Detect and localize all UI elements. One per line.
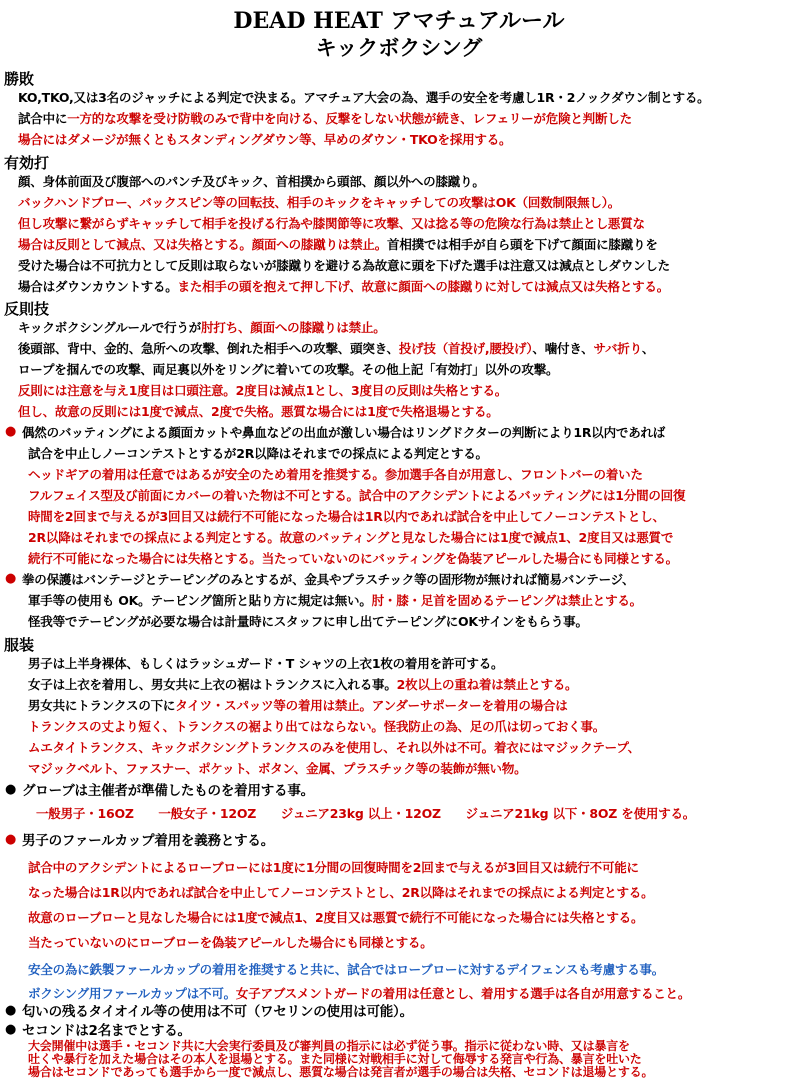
page-title: DEAD HEAT アマチュアルール <box>233 8 565 34</box>
second-line-2: 吐くや暴行を加えた場合はその本人を退場とする。また同様に対戦相手に対して侮辱する発言や行為、暴言を吐いた <box>28 1052 642 1066</box>
glove-line: グローブは主催者が準備したものを着用する事。 <box>22 783 314 799</box>
bullet-icon: ● <box>5 782 17 797</box>
foul-line-2: 後頭部、背中、金的、急所への攻撃、倒れた相手への攻撃、頭突き、投げ技（首投げ,腰投げ）、噛付き、サバ折り、 <box>18 341 655 356</box>
wear-line-1: 男子は上半身裸体、もしくはラッシュガード・T シャツの上衣1枚の着用を許可する。 <box>28 656 504 671</box>
valid-line-5: 受けた場合は不可抗力として反則は取らないが膝蹴りを避ける為故意に頭を下げた選手は注意又は減点としダウンした <box>18 258 670 273</box>
foul-bullet2-line-1: 拳の保護はバンテージとテーピングのみとするが、金具やプラスチック等の固形物が無ければ簡易バンテージ、 <box>22 572 635 587</box>
bullet-icon: ● <box>5 424 17 439</box>
valid-line-4: 場合は反則として減点、又は失格とする。顔面への膝蹴りは禁止。首相撲では相手が自ら頭を下げて顔面に膝蹴りを <box>18 237 658 252</box>
section-heading-wear: 服装 <box>4 636 35 654</box>
bullet-icon: ● <box>5 1003 17 1018</box>
valid-line-2: バックハンドブロー、バックスピン等の回転技、相手のキックをキャッチしての攻撃はOK（回数制限無し）。 <box>18 195 621 210</box>
foul-line-3: ロープを掴んでの攻撃、両足裏以外をリングに着いての攻撃。その他上記「有効打」以外の攻撃。 <box>18 362 559 377</box>
cup-line-3: 故意のローブローと見なした場合には1度で減点1、2度目又は悪質で続行不可能になった場合には失格とする。 <box>28 910 644 925</box>
bullet-icon: ● <box>5 832 17 847</box>
wear-line-3: 男女共にトランクスの下にタイツ・スパッツ等の着用は禁止。アンダーサポーターを着用の場合は <box>28 698 568 713</box>
second-line: セコンドは2名までとする。 <box>22 1023 191 1039</box>
win-line-1: KO,TKO,又は3名のジャッチによる判定で決まる。アマチュア大会の為、選手の安全を考慮し1R・2ノックダウン制とする。 <box>18 90 710 105</box>
second-line-3: 場合はセコンドであっても選手から一度で減点し、悪質な場合は発言者が選手の場合は失格、セコンドは退場とする。 <box>28 1065 654 1079</box>
page-subtitle: キックボクシング <box>315 36 483 60</box>
foul-line-1: キックボクシングルールで行うが肘打ち、顔面への膝蹴りは禁止。 <box>18 320 386 335</box>
cup-line-5: 安全の為に鉄製ファールカップの着用を推奨すると共に、試合ではローブローに対するデイフェンスも考慮する事。 <box>28 962 665 977</box>
foul-bullet1-line-6: 2R以降はそれまでの採点による判定とする。故意のバッティングと見なした場合には1度で減点1、2度目又は悪質で <box>28 530 674 545</box>
foul-bullet2-line-3: 怪我等でテーピングが必要な場合は計量時にスタッフに申し出てテーピングにOKサインをもらう事。 <box>28 614 588 629</box>
foul-bullet1-line-5: 時間を2回まで与えるが3回目又は続行不可能になった場合は1R以内であれば試合を中止してノーコンテストとし、 <box>28 509 665 524</box>
foul-line-4: 反則には注意を与え1度目は口頭注意。2度目は減点1とし、3度目の反則は失格とする。 <box>18 383 508 398</box>
second-line-1: 大会開催中は選手・セコンド共に大会実行委員及び審判員の指示には必ず従う事。指示に従わない時、又は暴言を <box>28 1039 630 1053</box>
foul-bullet2-line-2: 軍手等の使用も OK。テーピング箇所と貼り方に規定は無い。肘・膝・足首を固めるテーピングは禁止とする。 <box>28 593 642 608</box>
wear-line-6: マジックベルト、ファスナー、ポケット、ボタン、金属、プラスチック等の装飾が無い物。 <box>28 761 527 776</box>
section-heading-win: 勝敗 <box>4 70 35 88</box>
cup-line-1: 試合中のアクシデントによるローブローには1度に1分間の回復時間を2回まで与えるが3回目又は続行不可能に <box>28 860 639 875</box>
section-heading-valid: 有効打 <box>4 154 50 172</box>
valid-line-6: 場合はダウンカウントする。また相手の頭を抱えて押し下げ、故意に顔面への膝蹴りに対しては減点又は失格とする。 <box>18 279 670 294</box>
wear-line-2: 女子は上衣を着用し、男女共に上衣の裾はトランクスに入れる事。2枚以上の重ね着は禁止とする。 <box>28 677 578 692</box>
foul-bullet1-line-3: ヘッドギアの着用は任意ではあるが安全のため着用を推奨する。参加選手各自が用意し、フロントバーの着いた <box>28 467 643 482</box>
cup-line-4: 当たっていないのにローブローを偽装アピールした場合にも同様とする。 <box>28 935 433 950</box>
bullet-icon: ● <box>5 1022 17 1037</box>
foul-bullet1-line-7: 続行不可能になった場合には失格とする。当たっていないのにバッティングを偽装アピールした場合にも同様とする。 <box>28 551 678 566</box>
foul-bullet1-line-2: 試合を中止しノーコンテストとするが2R以降はそれまでの採点による判定とする。 <box>28 446 488 461</box>
cup-line: 男子のファールカップ着用を義務とする。 <box>22 833 275 849</box>
foul-line-5: 但し、故意の反則には1度で減点、2度で失格。悪質な場合には1度で失格退場とする。 <box>18 404 499 419</box>
win-line-3: 場合にはダメージが無くともスタンディングダウン等、早めのダウン・TKOを採用する。 <box>18 132 512 147</box>
wear-line-5: ムエタイトランクス、キックボクシングトランクスのみを使用し、それ以外は不可。着衣にはマジックテープ、 <box>28 740 640 755</box>
oil-line: 匂いの残るタイオイル等の使用は不可（ワセリンの使用は可能）。 <box>22 1004 413 1020</box>
valid-line-3: 但し攻撃に繋がらずキャッチして相手を投げる行為や膝関節等に攻撃、又は捻る等の危険な行為は禁止とし悪質な <box>18 216 645 231</box>
foul-bullet1-line-4: フルフェイス型及び前面にカバーの着いた物は不可とする。試合中のアクシデントによるバッティングには1分間の回復 <box>28 488 686 503</box>
cup-line-2: なった場合は1R以内であれば試合を中止してノーコンテストとし、2R以降はそれまでの採点による判定とする。 <box>28 885 654 900</box>
cup-line-6: ボクシング用ファールカップは不可。女子アブスメントガードの着用は任意とし、着用する選手は各自が用意すること。 <box>28 986 691 1001</box>
bullet-icon: ● <box>5 571 17 586</box>
section-heading-foul: 反則技 <box>4 300 50 318</box>
foul-bullet1-line-1: 偶然のバッティングによる顔面カットや鼻血などの出血が激しい場合はリングドクターの判断により1R以内であれば <box>22 425 666 440</box>
win-line-2: 試合中に一方的な攻撃を受け防戦のみで背中を向ける、反撃をしない状態が続き、レフェリーが危険と判断した <box>18 111 632 126</box>
valid-line-1: 顔、身体前面及び腹部へのパンチ及びキック、首相撲から頭部、顔以外への膝蹴り。 <box>18 174 485 189</box>
wear-line-4: トランクスの丈より短く、トランクスの裾より出てはならない。怪我防止の為、足の爪は切っておく事。 <box>28 719 606 734</box>
glove-sizes-line: 一般男子・16OZ 一般女子・12OZ ジュニア23kg 以上・12OZ ジュニア21kg 以下・8OZ を使用する。 <box>36 806 696 821</box>
